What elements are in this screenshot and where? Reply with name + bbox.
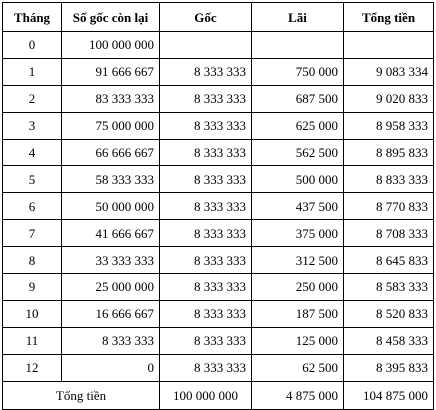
total-cell: 8 895 833 xyxy=(344,139,434,166)
month-cell: 11 xyxy=(3,327,62,354)
total-amount: 104 875 000 xyxy=(344,381,434,409)
remaining-principal-cell: 91 666 667 xyxy=(62,58,160,85)
column-header-month: Tháng xyxy=(3,3,62,32)
remaining-principal-cell: 33 333 333 xyxy=(62,247,160,274)
principal-cell: 8 333 333 xyxy=(160,139,252,166)
interest-cell: 62 500 xyxy=(252,354,344,381)
principal-cell: 8 333 333 xyxy=(160,112,252,139)
total-cell xyxy=(344,32,434,59)
table-row xyxy=(3,139,434,166)
principal-cell: 8 333 333 xyxy=(160,354,252,381)
principal-cell: 8 333 333 xyxy=(160,220,252,247)
column-header-principal: Gốc xyxy=(160,3,252,32)
total-cell: 8 770 833 xyxy=(344,193,434,220)
remaining-principal-cell: 16 666 667 xyxy=(62,300,160,327)
total-cell: 8 833 333 xyxy=(344,166,434,193)
remaining-principal-cell: 100 000 000 xyxy=(62,32,160,59)
column-header-interest: Lãi xyxy=(252,3,344,32)
interest-cell xyxy=(252,32,344,59)
remaining-principal-cell: 8 333 333 xyxy=(62,327,160,354)
interest-cell: 437 500 xyxy=(252,193,344,220)
table-row xyxy=(3,193,434,220)
principal-cell: 8 333 333 xyxy=(160,274,252,301)
month-cell: 1 xyxy=(3,58,62,85)
principal-cell xyxy=(160,32,252,59)
table-container xyxy=(2,2,434,410)
remaining-principal-cell: 41 666 667 xyxy=(62,220,160,247)
table-row xyxy=(3,327,434,354)
month-cell: 5 xyxy=(3,166,62,193)
interest-cell: 375 000 xyxy=(252,220,344,247)
month-cell: 0 xyxy=(3,32,62,59)
principal-cell: 8 333 333 xyxy=(160,327,252,354)
table-row xyxy=(3,247,434,274)
table-row xyxy=(3,274,434,301)
table-row xyxy=(3,85,434,112)
remaining-principal-cell: 83 333 333 xyxy=(62,85,160,112)
table-row xyxy=(3,32,434,59)
principal-cell: 8 333 333 xyxy=(160,166,252,193)
total-cell: 8 645 833 xyxy=(344,247,434,274)
interest-cell: 750 000 xyxy=(252,58,344,85)
principal-cell: 8 333 333 xyxy=(160,193,252,220)
interest-cell: 187 500 xyxy=(252,300,344,327)
table-row xyxy=(3,58,434,85)
principal-cell: 8 333 333 xyxy=(160,58,252,85)
column-header-total: Tổng tiền xyxy=(344,3,434,32)
total-interest: 4 875 000 xyxy=(252,381,344,409)
interest-cell: 125 000 xyxy=(252,327,344,354)
interest-cell: 562 500 xyxy=(252,139,344,166)
month-cell: 9 xyxy=(3,274,62,301)
remaining-principal-cell: 75 000 000 xyxy=(62,112,160,139)
total-row xyxy=(3,381,434,409)
total-cell: 8 395 833 xyxy=(344,354,434,381)
month-cell: 6 xyxy=(3,193,62,220)
interest-cell: 687 500 xyxy=(252,85,344,112)
principal-cell: 8 333 333 xyxy=(160,300,252,327)
month-cell: 12 xyxy=(3,354,62,381)
remaining-principal-cell: 58 333 333 xyxy=(62,166,160,193)
total-principal: 100 000 000 xyxy=(160,381,252,409)
total-cell: 8 708 333 xyxy=(344,220,434,247)
month-cell: 7 xyxy=(3,220,62,247)
column-header-remaining-principal: Số gốc còn lại xyxy=(62,3,160,32)
month-cell: 3 xyxy=(3,112,62,139)
month-cell: 8 xyxy=(3,247,62,274)
remaining-principal-cell: 50 000 000 xyxy=(62,193,160,220)
remaining-principal-cell: 25 000 000 xyxy=(62,274,160,301)
remaining-principal-cell: 0 xyxy=(62,354,160,381)
table-row xyxy=(3,112,434,139)
remaining-principal-cell: 66 666 667 xyxy=(62,139,160,166)
table-row xyxy=(3,166,434,193)
total-cell: 8 958 333 xyxy=(344,112,434,139)
month-cell: 4 xyxy=(3,139,62,166)
interest-cell: 312 500 xyxy=(252,247,344,274)
interest-cell: 250 000 xyxy=(252,274,344,301)
table-row xyxy=(3,220,434,247)
header-row xyxy=(3,3,434,32)
total-cell: 8 520 833 xyxy=(344,300,434,327)
table-row xyxy=(3,354,434,381)
principal-cell: 8 333 333 xyxy=(160,247,252,274)
month-cell: 2 xyxy=(3,85,62,112)
total-cell: 8 583 333 xyxy=(344,274,434,301)
total-cell: 9 020 833 xyxy=(344,85,434,112)
month-cell: 10 xyxy=(3,300,62,327)
total-label: Tổng tiền xyxy=(3,381,160,409)
total-cell: 9 083 334 xyxy=(344,58,434,85)
principal-cell: 8 333 333 xyxy=(160,85,252,112)
interest-cell: 625 000 xyxy=(252,112,344,139)
table-row xyxy=(3,300,434,327)
total-cell: 8 458 333 xyxy=(344,327,434,354)
repayment-schedule-table xyxy=(2,2,434,410)
interest-cell: 500 000 xyxy=(252,166,344,193)
